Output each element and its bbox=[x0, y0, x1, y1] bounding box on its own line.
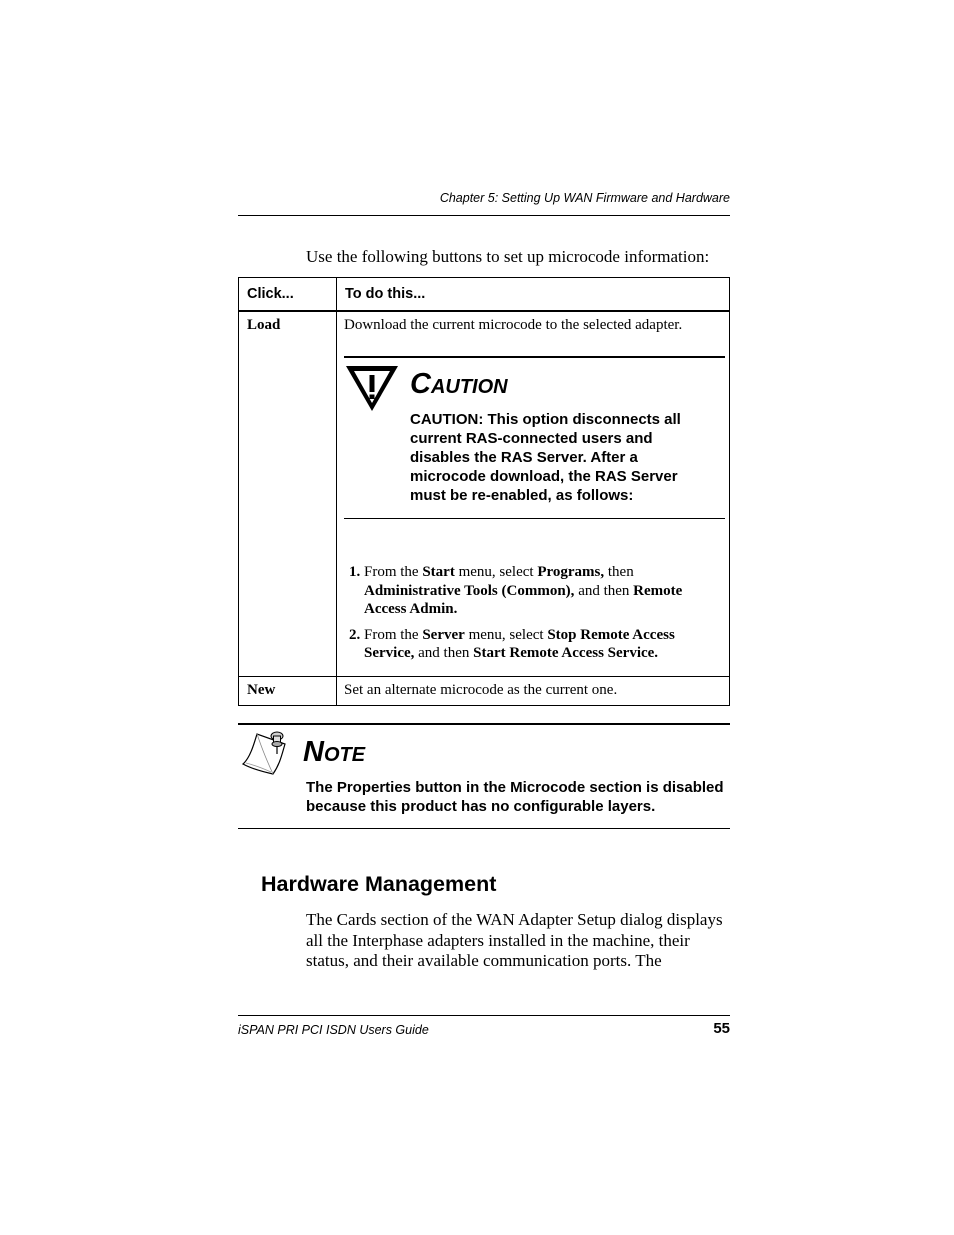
col-header-todo: To do this... bbox=[337, 278, 730, 312]
note-pushpin-icon bbox=[240, 730, 292, 776]
section-body: The Cards section of the WAN Adapter Setup dialog displays all the Interphase adapters installed in the machine, their status, and their available communication ports. The bbox=[306, 910, 723, 970]
header-rule bbox=[238, 215, 730, 216]
table-header-row bbox=[239, 278, 730, 312]
caution-box bbox=[344, 356, 725, 519]
note-title-initial: N bbox=[303, 736, 324, 768]
table-row bbox=[239, 676, 730, 705]
caution-title-initial: C bbox=[410, 368, 431, 400]
steps-list bbox=[344, 563, 725, 663]
row-key-load: Load bbox=[239, 311, 337, 676]
list-item: 2. From the Server menu, select Stop Remote Access Service, and then Start Remote Access Service. bbox=[364, 626, 725, 663]
col-header-click: Click... bbox=[239, 278, 337, 312]
footer-title: iSPAN PRI PCI ISDN Users Guide bbox=[238, 1023, 429, 1037]
note-bottom-rule bbox=[238, 828, 730, 829]
caution-title-rest: AUTION bbox=[430, 376, 508, 398]
section-heading: Hardware Management bbox=[261, 872, 497, 896]
note-title-rest: OTE bbox=[323, 744, 366, 766]
list-item: 1. From the Start menu, select Programs, then Administrative Tools (Common), and then Remote Access Admin. bbox=[364, 563, 725, 619]
button-table bbox=[238, 277, 730, 706]
row-value-load bbox=[337, 311, 730, 676]
table-row bbox=[239, 311, 730, 676]
row-key-new: New bbox=[239, 676, 337, 705]
page-number: 55 bbox=[713, 1020, 730, 1037]
note-text: The Properties button in the Microcode section is disabled because this product has no configurable layers. bbox=[306, 779, 724, 815]
running-header: Chapter 5: Setting Up WAN Firmware and Hardware bbox=[439, 191, 730, 205]
row-description-load: Download the current microcode to the selected adapter. bbox=[344, 317, 683, 333]
note-title bbox=[303, 736, 365, 769]
intro-text: Use the following buttons to set up microcode information: bbox=[306, 247, 710, 266]
caution-triangle-icon bbox=[344, 363, 400, 413]
caution-title bbox=[410, 368, 508, 401]
note-top-rule bbox=[238, 723, 730, 725]
footer-rule bbox=[238, 1015, 730, 1016]
caution-text: CAUTION: This option disconnects all current RAS-connected users and disables the RAS Server. After a microcode download, the RAS Server must be re-enabled, as follows: bbox=[410, 411, 681, 504]
row-value-new: Set an alternate microcode as the current one. bbox=[337, 676, 730, 705]
